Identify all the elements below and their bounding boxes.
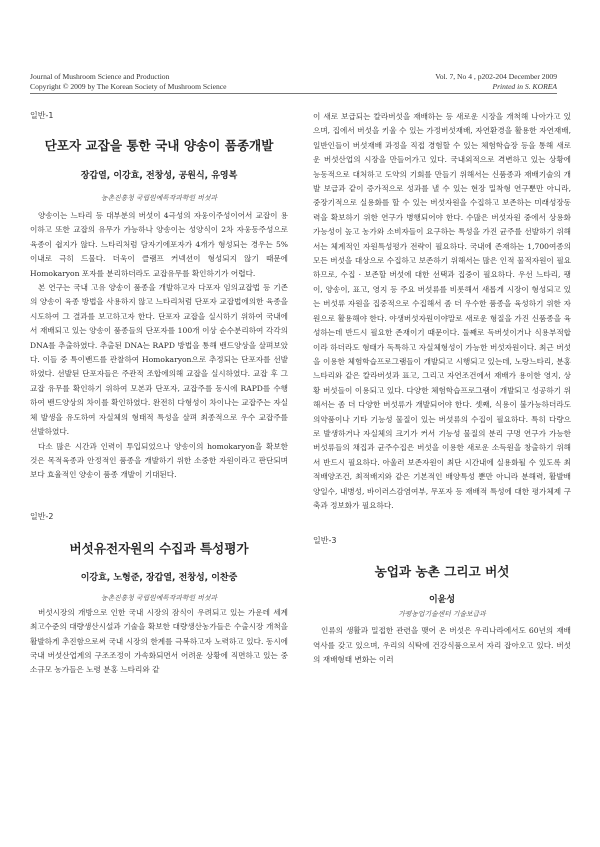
left-column [30, 110, 288, 678]
volume-info: Vol. 7, No 4 , p202-204 December 2009 [435, 72, 557, 81]
abstract-authors: 이강효, 노형준, 장갑열, 전창성, 이찬중 [80, 572, 238, 583]
body-paragraph: 양송이는 느타리 등 대부분의 버섯이 4극성의 자웅이주성이어서 교잡이 용이하고 또한 교잡의 유무가 가능하나 양송이는 성양식이 2차 자웅동주성으로 육종이 쉽지가 않다. 느타리처럼 담자기에포자가 4개가 형성되는 경우는 5% 이내로 극히 드물다. 더욱이 클램프 커넥션이 형성되지 않기 때문에 Homokaryon 포자를 분리하더라도 교잡유무를 확인하기가 어렵다. [30, 211, 288, 278]
body-paragraph: 다소 많은 시간과 인력이 투입되었으나 양송이의 homokaryon을 확보한 것은 목적육종과 안정적인 품종을 개발하기 위한 소중한 자원이라고 판단되며 보다 효율적인 양송이 품종 개발이 기대된다. [30, 441, 288, 480]
abstract-authors: 장갑열, 이강효, 전창성, 공원식, 유영복 [80, 171, 238, 181]
abstract-affiliation: 가평농업기술센터 기술보급과 [398, 610, 486, 619]
body-paragraph: 이 새로 보급되는 칼라버섯을 재배하는 등 새로운 시장을 개척해 나아가고 있으며, 집에서 버섯을 키울 수 있는 가정버섯재배, 자연환경을 활용한 자연재배, 일반인들이 버섯재배 과정을 직접 경험할 수 있는 체험학습장 등을 통해 새로운 버섯산업의 시장을 만들어가고 있다. 국내외적으로 격변하고 있는 상황에 능동적으로 대처하고 도약의 기회를 만들기 위해서는 신품종과 재배기술의 개발 보급과 같이 증가적으로 성과를 낼 수 있는 현장 밀착형 연구뿐만 아니라, 중장기적으로 실용화를 할 수 있는 버섯자원을 수집하고 보존하는 미래성장동력을 확보하기 위한 연구가 병행되어야 한다. 수많은 버섯자원 중에서 상용화 가능성이 높고 농가와 소비자들이 요구하는 특성을 가진 균주를 선발하기 위해서는 체계적인 자원특성평가 전략이 필요하다. 국내에 존재하는 1,700여종의 모든 버섯을 대상으로 수집하고 보존하기 위해서는 많은 인적 물적자원이 필요하므로, 수집 · 보존할 버섯에 대한 선택과 집중이 필요하다. 우선 느타리, 팽이, 양송이, 표고, 영지 등 주요 버섯류를 비롯해서 새롭게 시장이 형성되고 있는 버섯류 자원을 집중적으로 수집해서 좀 더 우수한 품종을 육성하기 위한 자원으로 활용해야 한다. 야생버섯자원이야말로 새로운 형질을 가진 신품종을 육성하는데 반드시 필요한 존재이기 때문이다. 둘째로 독버섯이거나 식용부적합이라 하더라도 형태가 독특하고 자실체형성이 가능한 버섯자원이다. 최근 버섯을 이용한 체험학습프로그램들이 개발되고 시행되고 있는데, 노랑느타리, 분홍느타리와 같은 칼라버섯과 표고, 그리고 자연조건에서 재배가 용이한 영지, 상황 버섯들이 이용되고 있다. 다양한 체험학습프로그램이 개발되고 성공하기 위해서는 좀 더 다양한 버섯류가 개발되어야 한다. 셋째, 식용이 불가능하더라도 의약품이나 기타 기능성 물질이 있는 버섯류의 수집이 필요하다. 특히 다량으로 발생하거나 자실체의 크기가 커서 기능성 물질의 분리 구명 연구가 가능한 버섯류들의 채집과 균주수집은 버섯을 이용한 새로운 소득원을 창출하기 위해서 반드시 필요하다. 아울러 보존자원이 최단 시간내에 실용화될 수 있도록 최적배양조건, 최적배지와 같은 기본적인 배양특성 뿐만 아니라 분해력, 활발배양일수, 내병성, 바이러스감염여부, 무포자 등 재배적 특성에 대한 평가체제 구축과 정보화가 필요하다. [313, 112, 571, 510]
continued-body [313, 110, 571, 513]
section-label: 일반-3 [313, 536, 337, 546]
body-paragraph: 본 연구는 국내 고유 양송이 품종을 개발하고자 다포자 임의교잡법 등 기존의 양송이 육종 방법을 사용하지 않고 느타리처럼 단포자 교잡법에의한 육종을 시도하여 그 결과를 보고하고자 한다. 단포자 교잡을 실시하기 위하여 국내에서 재배되고 있는 양송이 품종들의 단포자를 100개 이상 순수분리하여 각각의 DNA를 추출하였다. 추출된 DNA는 RAPD 방법을 통해 밴드양상을 살펴보았다. 이들 중 특이밴드를 관찰하여 Homokaryon으로 추정되는 단포자를 선발하였다. 선발된 단포자들은 주관적 조합에의해 교잡을 실시하였다. 교잡 후 그 교잡 유무를 확인하기 위하여 모본과 단포자, 교잡주를 동시에 RAPD를 수행하여 밴드양상의 차이를 확인하였다. 완전히 다형성이 차이나는 교잡주는 자실체 발생을 유도하여 자실체의 형태적 특성을 살펴 최종적으로 우수 교잡주를 선발하였다. [30, 283, 288, 437]
header-rule [30, 93, 557, 94]
copyright-line: Copyright © 2009 by The Korean Society of Mushroom Science [30, 81, 227, 91]
abstract-affiliation: 농촌진흥청 국립원예특작과학원 버섯과 [101, 194, 217, 202]
abstract-body [30, 606, 288, 678]
abstract-authors: 이윤성 [428, 595, 456, 606]
section-label: 일반-1 [30, 111, 54, 120]
header-right [435, 72, 557, 91]
journal-name: Journal of Mushroom Science and Production [30, 72, 170, 81]
abstract-affiliation: 농촌진흥청 국립원예특작과학원 버섯과 [101, 593, 217, 602]
abstract-title: 단포자 교잡을 통한 국내 양송이 품종개발 [44, 138, 274, 153]
section-label: 일반-2 [30, 511, 54, 521]
abstract-body [30, 209, 288, 483]
abstract-title: 버섯유전자원의 수집과 특성평가 [69, 540, 249, 556]
abstract-title: 농업과 농촌 그리고 버섯 [374, 564, 510, 580]
body-paragraph: 버섯시장의 개방으로 인한 국내 시장의 잠식이 우려되고 있는 가운데 세계 최고수준의 대량생산시설과 기술을 확보한 대량생산농가들은 수출시장 개척을 활발하게 추진함으로써 국내 시장의 한계를 극복하고자 노력하고 있다. 동시에 국내 버섯산업계의 구조조정이 가속화되면서 어려운 상황에 직면하고 있는 중소규모 농가들은 노령 분홍 느타리와 같 [30, 607, 288, 675]
body-paragraph: 인류의 생활과 밀접한 관련을 맺어 온 버섯은 우리나라에서도 60년의 재배역사를 갖고 있으며, 우리의 식탁에 건강식품으로서 자리 잡아오고 있다. 버섯의 재배형태 변화는 이러 [313, 626, 571, 665]
right-column [313, 110, 571, 668]
header-left [30, 72, 227, 91]
abstract-body [313, 624, 571, 667]
printed-in: Printed in S. KOREA [492, 81, 557, 91]
